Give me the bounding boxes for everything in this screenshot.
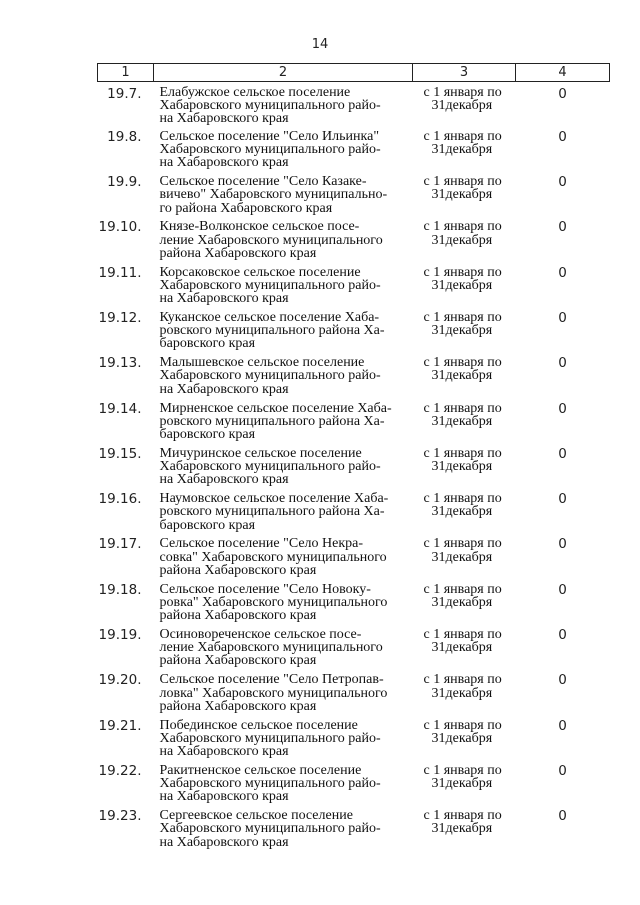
settlement-name: Корсаковское сельское поселение Хабаровского муниципального райо- на Хабаровского края xyxy=(159,264,381,307)
period-end: 31декабря xyxy=(431,594,493,610)
settlement-name: Куканское сельское поселение Хаба- ровского муниципального района Ха- баровского края xyxy=(159,309,385,352)
page-number: 14 xyxy=(311,37,329,52)
table-row xyxy=(98,353,610,398)
value-cell: 0 xyxy=(558,491,567,508)
period-end: 31декабря xyxy=(431,187,493,203)
value-cell: 0 xyxy=(558,219,567,236)
row-number: 19.10. xyxy=(98,219,142,236)
value-cell: 0 xyxy=(558,717,567,734)
period-cell xyxy=(413,625,516,670)
settlement-name: Сельское поселение "Село Ильинка" Хабаровского муниципального райо- на Хабаровского края xyxy=(159,128,381,171)
period-end: 31декабря xyxy=(431,821,493,837)
row-number: 19.15. xyxy=(98,445,142,462)
table-row xyxy=(98,263,610,308)
column-header: 1 xyxy=(98,64,154,82)
period-end: 31декабря xyxy=(431,323,493,339)
period-end: 31декабря xyxy=(431,776,493,792)
period-end: 31декабря xyxy=(431,368,493,384)
period-cell xyxy=(413,580,516,625)
row-number: 19.14. xyxy=(98,400,142,417)
value-cell: 0 xyxy=(558,808,567,825)
period-end: 31декабря xyxy=(431,549,493,565)
period-start: с 1 января по xyxy=(423,219,502,235)
period-end: 31декабря xyxy=(431,98,493,114)
document-table xyxy=(97,63,609,852)
table-row xyxy=(98,444,610,489)
period-cell xyxy=(413,172,516,217)
settlement-name: Мирненское сельское поселение Хаба- ровского муниципального района Ха- баровского края xyxy=(159,400,392,442)
period-end: 31декабря xyxy=(431,504,493,520)
table-row xyxy=(98,308,610,353)
row-number: 19.13. xyxy=(98,355,142,372)
table-row xyxy=(98,82,610,127)
column-header: 4 xyxy=(516,64,610,82)
value-cell: 0 xyxy=(558,400,567,417)
row-number: 19.12. xyxy=(98,309,142,326)
settlement-name: Сельское поселение "Село Некра- совка" Хабаровского муниципального района Хабаровского края xyxy=(159,536,387,578)
period-cell xyxy=(413,716,516,761)
period-cell xyxy=(413,444,516,489)
period-end: 31декабря xyxy=(431,142,493,157)
settlement-name: Князе-Волконское сельское посе- ление Хабаровского муниципального района Хабаровского края xyxy=(159,219,383,261)
settlement-name: Сергеевское сельское поселение Хабаровского муниципального райо- на Хабаровского края xyxy=(159,808,381,850)
period-start: с 1 января по xyxy=(423,491,502,507)
period-start: с 1 января по xyxy=(423,174,502,190)
settlement-name: Сельское поселение "Село Петропав- ловка" Хабаровского муниципального района Хабаровского края xyxy=(159,672,388,714)
period-cell xyxy=(413,399,516,444)
value-cell: 0 xyxy=(558,762,567,779)
row-number: 19.20. xyxy=(98,672,142,689)
period-end: 31декабря xyxy=(431,277,493,293)
period-start: с 1 января по xyxy=(423,581,502,597)
settlement-name: Сельское поселение "Село Новоку- ровка" Хабаровского муниципального района Хабаровского края xyxy=(159,581,388,624)
row-number: 19.19. xyxy=(98,627,142,644)
period-start: с 1 января по xyxy=(423,309,502,325)
table-row xyxy=(98,580,610,625)
period-end: 31декабря xyxy=(431,640,493,656)
table-body xyxy=(98,82,610,852)
period-start: с 1 января по xyxy=(423,808,502,824)
value-cell: 0 xyxy=(558,86,567,102)
value-cell: 0 xyxy=(558,264,567,281)
period-start: с 1 января по xyxy=(423,445,502,461)
value-cell: 0 xyxy=(558,445,567,462)
column-header: 3 xyxy=(413,64,516,82)
table-row xyxy=(98,489,610,534)
period-start: с 1 января по xyxy=(423,85,502,100)
settlement-name: Побединское сельское поселение Хабаровского муниципального райо- на Хабаровского края xyxy=(159,717,381,760)
row-number: 19.18. xyxy=(98,581,142,598)
period-cell xyxy=(413,353,516,398)
table-row xyxy=(98,670,610,715)
row-number: 19.8. xyxy=(107,128,142,145)
period-start: с 1 января по xyxy=(423,355,502,371)
table-row xyxy=(98,217,610,262)
period-cell xyxy=(413,217,516,262)
row-number: 19.7. xyxy=(107,86,142,102)
settlement-name: Ракитненское сельское поселение Хабаровского муниципального райо- на Хабаровского края xyxy=(159,762,381,805)
period-cell xyxy=(413,761,516,806)
period-end: 31декабря xyxy=(431,459,493,475)
period-cell xyxy=(413,489,516,534)
period-start: с 1 января по xyxy=(423,762,502,778)
period-start: с 1 января по xyxy=(423,672,502,688)
period-cell xyxy=(413,263,516,308)
period-end: 31декабря xyxy=(431,232,493,248)
value-cell: 0 xyxy=(558,536,567,553)
period-end: 31декабря xyxy=(431,730,493,746)
table-row xyxy=(98,127,610,172)
settlement-name: Малышевское сельское поселение Хабаровского муниципального райо- на Хабаровского края xyxy=(159,355,381,397)
period-cell xyxy=(413,127,516,172)
period-start: с 1 января по xyxy=(423,627,502,643)
period-cell xyxy=(413,670,516,715)
period-cell xyxy=(413,82,516,127)
settlement-name: Осиновореченское сельское посе- ление Хабаровского муниципального района Хабаровского края xyxy=(159,627,383,669)
period-start: с 1 января по xyxy=(423,536,502,552)
table-header-row xyxy=(98,64,610,82)
table-row xyxy=(98,761,610,806)
settlement-name: Наумовское сельское поселение Хаба- ровского муниципального района Ха- баровского края xyxy=(159,491,389,533)
period-cell xyxy=(413,534,516,579)
row-number: 19.16. xyxy=(98,491,142,508)
table-row xyxy=(98,625,610,670)
table-row xyxy=(98,716,610,761)
period-cell xyxy=(413,308,516,353)
row-number: 19.11. xyxy=(98,264,142,281)
period-end: 31декабря xyxy=(431,413,493,429)
value-cell: 0 xyxy=(558,355,567,372)
table-row xyxy=(98,172,610,217)
value-cell: 0 xyxy=(558,672,567,689)
row-number: 19.23. xyxy=(98,808,142,825)
table-row xyxy=(98,806,610,851)
period-start: с 1 января по xyxy=(423,128,502,144)
period-start: с 1 января по xyxy=(423,264,502,280)
settlement-name: Мичуринское сельское поселение Хабаровского муниципального райо- на Хабаровского края xyxy=(159,445,381,488)
value-cell: 0 xyxy=(558,128,567,145)
period-start: с 1 января по xyxy=(423,717,502,733)
period-cell xyxy=(413,806,516,851)
row-number: 19.9. xyxy=(107,174,142,191)
row-number: 19.22. xyxy=(98,762,142,779)
value-cell: 0 xyxy=(558,627,567,644)
period-start: с 1 января по xyxy=(423,400,502,416)
value-cell: 0 xyxy=(558,174,567,191)
table-row xyxy=(98,399,610,444)
settlement-name: Сельское поселение "Село Казаке- вичево" Хабаровского муниципально- го района Хабаровского края xyxy=(159,174,388,216)
period-end: 31декабря xyxy=(431,685,493,701)
settlement-name: Елабужское сельское поселение Хабаровского муниципального райо- на Хабаровского края xyxy=(159,85,381,127)
row-number: 19.17. xyxy=(98,536,142,553)
row-number: 19.21. xyxy=(98,717,142,734)
value-cell: 0 xyxy=(558,581,567,598)
table-row xyxy=(98,534,610,579)
column-header: 2 xyxy=(154,64,413,82)
value-cell: 0 xyxy=(558,309,567,326)
